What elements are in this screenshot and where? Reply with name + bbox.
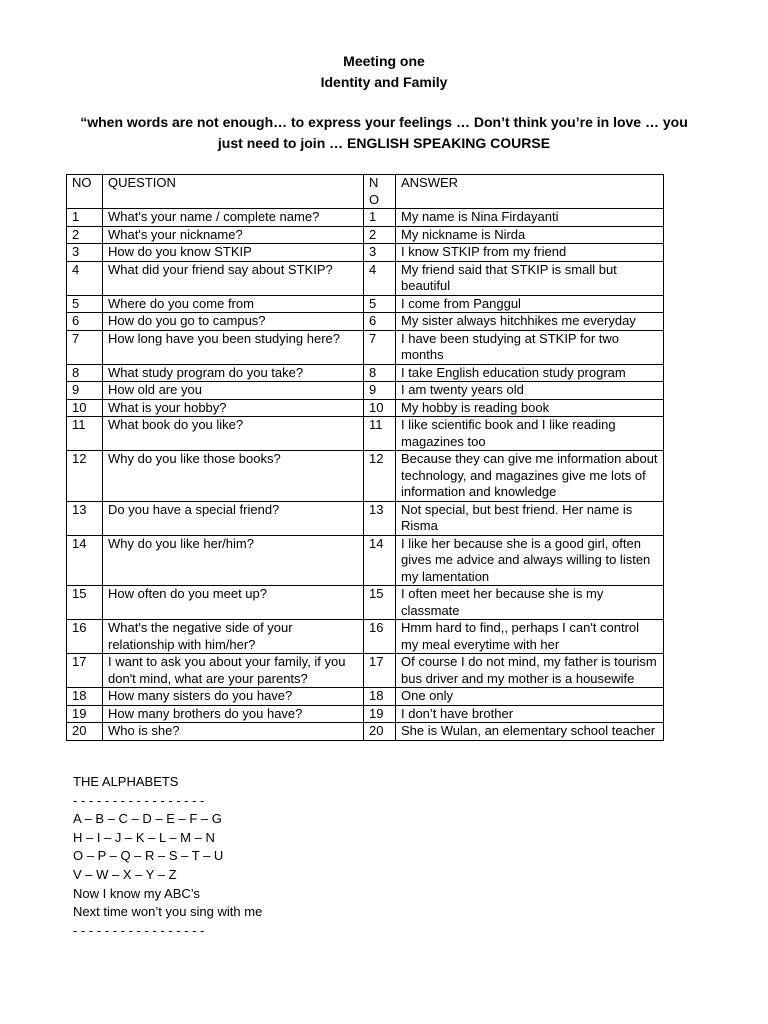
row-answer: My sister always hitchhikes me everyday <box>396 313 664 331</box>
row-answer: I have been studying at STKIP for two months <box>396 330 664 364</box>
row-no-2: 10 <box>364 399 396 417</box>
row-no: 10 <box>67 399 103 417</box>
row-question: What's the negative side of your relationship with him/her? <box>103 620 364 654</box>
table-row <box>67 535 664 586</box>
row-no: 4 <box>67 261 103 295</box>
row-question: How long have you been studying here? <box>103 330 364 364</box>
row-no: 19 <box>67 705 103 723</box>
row-no: 6 <box>67 313 103 331</box>
row-no: 1 <box>67 209 103 227</box>
table-row <box>67 209 664 227</box>
row-no-2: 20 <box>364 723 396 741</box>
row-question: How do you go to campus? <box>103 313 364 331</box>
row-no-2: 12 <box>364 451 396 502</box>
table-row <box>67 586 664 620</box>
row-question: What's your nickname? <box>103 226 364 244</box>
qa-table-body <box>67 175 664 741</box>
header-no: NO <box>67 175 103 209</box>
row-no-2: 16 <box>364 620 396 654</box>
table-header-row <box>67 175 664 209</box>
table-row <box>67 244 664 262</box>
row-no-2: 14 <box>364 535 396 586</box>
row-no-2: 15 <box>364 586 396 620</box>
row-answer: My friend said that STKIP is small but beautiful <box>396 261 664 295</box>
alphabets-line: - - - - - - - - - - - - - - - - - <box>73 922 205 938</box>
row-no: 16 <box>67 620 103 654</box>
row-answer: I often meet her because she is my classmate <box>396 586 664 620</box>
row-answer: I like her because she is a good girl, often gives me advice and always willing to listen my lamentation <box>396 535 664 586</box>
row-no: 7 <box>67 330 103 364</box>
row-question: I want to ask you about your family, if you don't mind, what are your parents? <box>103 654 364 688</box>
row-question: Where do you come from <box>103 295 364 313</box>
qa-table <box>66 174 664 741</box>
row-no: 12 <box>67 451 103 502</box>
row-question: What is your hobby? <box>103 399 364 417</box>
row-no: 9 <box>67 382 103 400</box>
row-question: What study program do you take? <box>103 364 364 382</box>
alphabets-line: A – B – C – D – E – F – G <box>73 811 222 827</box>
row-question: How many brothers do you have? <box>103 705 364 723</box>
row-no: 15 <box>67 586 103 620</box>
table-row <box>67 654 664 688</box>
row-no-2: 5 <box>364 295 396 313</box>
row-no-2: 13 <box>364 501 396 535</box>
row-answer: Because they can give me information about technology, and magazines give me lots of information and knowledge <box>396 451 664 502</box>
row-answer: My hobby is reading book <box>396 399 664 417</box>
alphabets-line: V – W – X – Y – Z <box>73 866 177 882</box>
row-answer: I take English education study program <box>396 364 664 382</box>
table-row <box>67 399 664 417</box>
row-question: Who is she? <box>103 723 364 741</box>
row-question: How do you know STKIP <box>103 244 364 262</box>
row-no: 2 <box>67 226 103 244</box>
row-answer: My name is Nina Firdayanti <box>396 209 664 227</box>
row-no: 18 <box>67 688 103 706</box>
row-question: What did your friend say about STKIP? <box>103 261 364 295</box>
header-no-2: N O <box>364 175 396 209</box>
row-no-2: 6 <box>364 313 396 331</box>
row-no-2: 11 <box>364 417 396 451</box>
alphabets-line: H – I – J – K – L – M – N <box>73 829 215 845</box>
alphabets-line: Now I know my ABC’s <box>73 885 200 901</box>
row-question: Do you have a special friend? <box>103 501 364 535</box>
row-no: 5 <box>67 295 103 313</box>
alphabets-line: Next time won’t you sing with me <box>73 904 263 920</box>
table-row <box>67 723 664 741</box>
page-subtitle: Identity and Family <box>320 74 448 90</box>
row-answer: I like scientific book and I like reading magazines too <box>396 417 664 451</box>
table-row <box>67 261 664 295</box>
row-question: Why do you like those books? <box>103 451 364 502</box>
row-question: How often do you meet up? <box>103 586 364 620</box>
row-answer: She is Wulan, an elementary school teacher <box>396 723 664 741</box>
row-no: 3 <box>67 244 103 262</box>
quote-text: “when words are not enough… to express your feelings … Don’t think you’re in love … you just need to join … ENGLISH SPEAKING COURSE <box>80 114 688 151</box>
row-answer: One only <box>396 688 664 706</box>
row-question: Why do you like her/him? <box>103 535 364 586</box>
page-title: Meeting one <box>343 53 425 69</box>
table-row <box>67 417 664 451</box>
row-no-2: 2 <box>364 226 396 244</box>
row-answer: I know STKIP from my friend <box>396 244 664 262</box>
row-no-2: 9 <box>364 382 396 400</box>
row-no: 13 <box>67 501 103 535</box>
header-question: QUESTION <box>103 175 364 209</box>
table-row <box>67 688 664 706</box>
table-row <box>67 330 664 364</box>
row-no: 17 <box>67 654 103 688</box>
table-row <box>67 705 664 723</box>
table-row <box>67 313 664 331</box>
table-row <box>67 451 664 502</box>
table-row <box>67 364 664 382</box>
row-question: How many sisters do you have? <box>103 688 364 706</box>
row-no-2: 18 <box>364 688 396 706</box>
row-no-2: 4 <box>364 261 396 295</box>
table-row <box>67 226 664 244</box>
table-row <box>67 295 664 313</box>
alphabets-lines <box>73 792 262 941</box>
table-row <box>67 620 664 654</box>
row-answer: Hmm hard to find,, perhaps I can't control my meal everytime with her <box>396 620 664 654</box>
alphabets-line: O – P – Q – R – S – T – U <box>73 848 224 864</box>
row-no: 8 <box>67 364 103 382</box>
row-no: 20 <box>67 723 103 741</box>
row-answer: My nickname is Nirda <box>396 226 664 244</box>
row-answer: I don’t have brother <box>396 705 664 723</box>
row-answer: Not special, but best friend. Her name is Risma <box>396 501 664 535</box>
alphabets-line: - - - - - - - - - - - - - - - - - <box>73 792 205 808</box>
row-no-2: 19 <box>364 705 396 723</box>
row-no-2: 7 <box>364 330 396 364</box>
row-no-2: 1 <box>364 209 396 227</box>
alphabets-heading: THE ALPHABETS <box>73 774 179 789</box>
table-row <box>67 501 664 535</box>
row-answer: I come from Panggul <box>396 295 664 313</box>
row-no-2: 3 <box>364 244 396 262</box>
row-answer: I am twenty years old <box>396 382 664 400</box>
header-answer: ANSWER <box>396 175 664 209</box>
table-row <box>67 382 664 400</box>
row-no-2: 8 <box>364 364 396 382</box>
alphabets-section <box>73 773 262 940</box>
row-no-2: 17 <box>364 654 396 688</box>
row-question: What's your name / complete name? <box>103 209 364 227</box>
row-question: How old are you <box>103 382 364 400</box>
row-no: 14 <box>67 535 103 586</box>
row-answer: Of course I do not mind, my father is tourism bus driver and my mother is a housewife <box>396 654 664 688</box>
row-no: 11 <box>67 417 103 451</box>
row-question: What book do you like? <box>103 417 364 451</box>
